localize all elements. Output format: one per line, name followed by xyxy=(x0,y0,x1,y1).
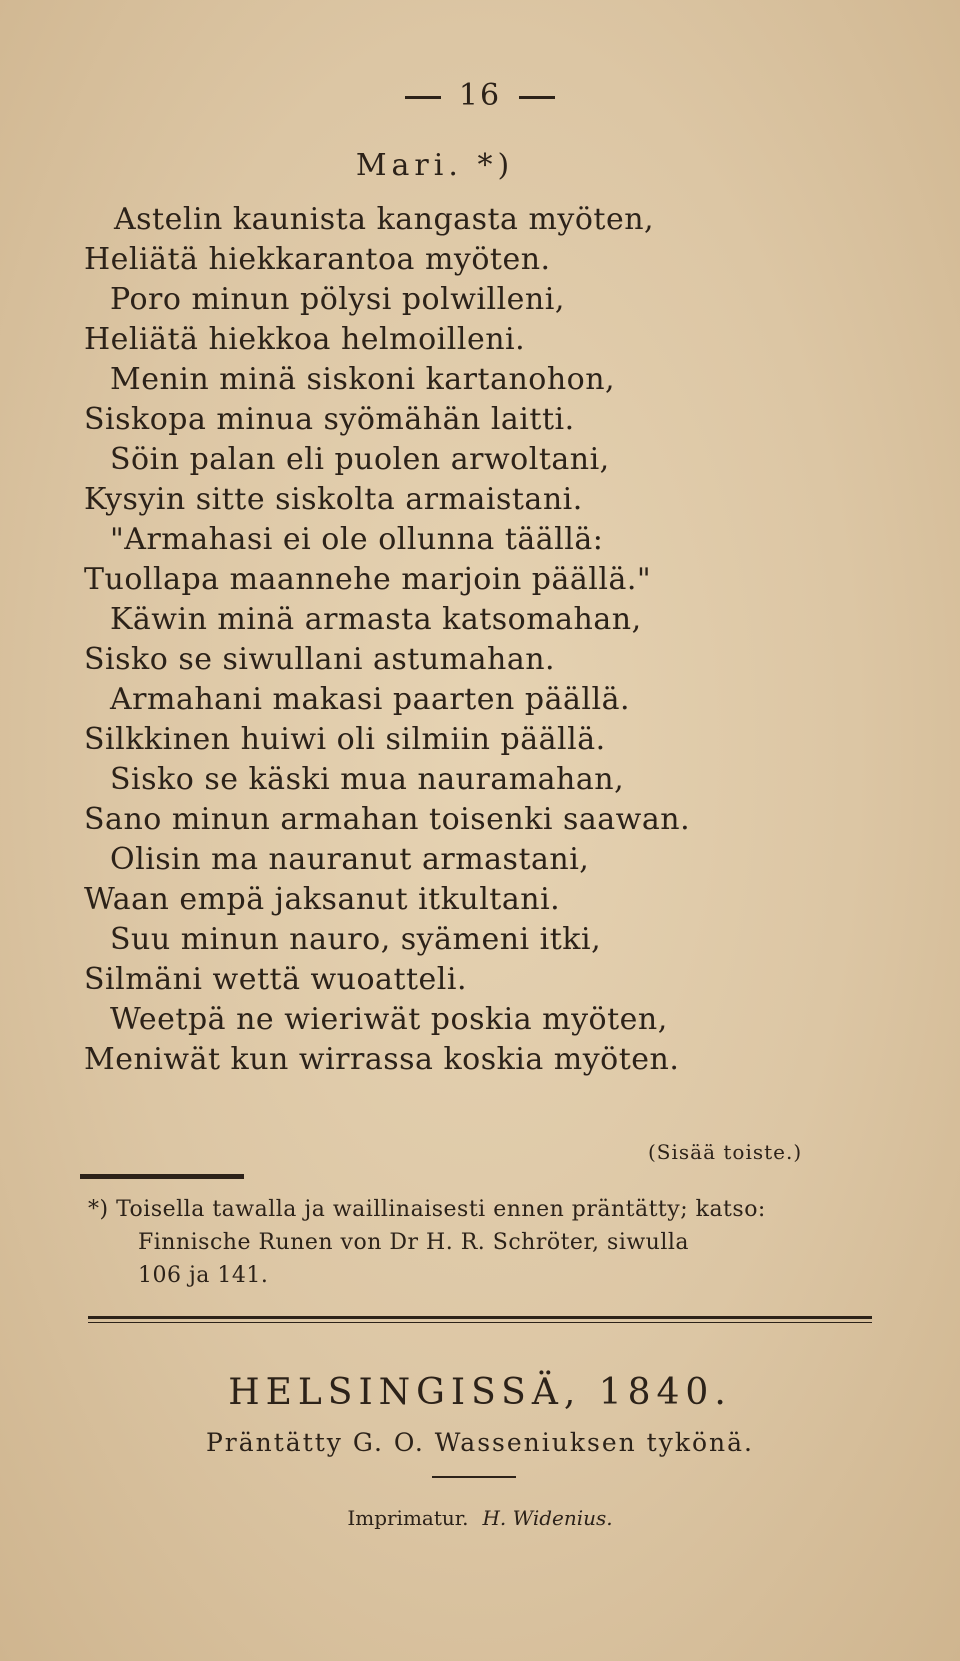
poem-line: Sisko se käski mua nauramahan, xyxy=(110,762,625,797)
poem-line: Waan empä jaksanut itkultani. xyxy=(84,882,561,917)
poem-line: Weetpä ne wieriwät poskia myöten, xyxy=(110,1002,668,1037)
footnote-line: 106 ja 141. xyxy=(138,1263,269,1288)
imprint-rule-thin xyxy=(88,1322,872,1323)
poem-title: Mari. *) xyxy=(355,148,515,183)
footnote-rule xyxy=(80,1174,244,1179)
page-number-dash-right xyxy=(519,96,555,99)
poem-line: Sano minun armahan toisenki saawan. xyxy=(84,802,691,837)
poem-line: Armahani makasi paarten päällä. xyxy=(110,682,630,717)
poem-line: Olisin ma nauranut armastani, xyxy=(110,842,590,877)
imprint-divider xyxy=(432,1476,516,1478)
poem-line: Kysyin sitte siskolta armaistani. xyxy=(84,482,583,517)
poem-line: Tuollapa maannehe marjoin päällä." xyxy=(84,562,652,597)
imprint-city-year: HELSINGISSÄ, 1840. xyxy=(228,1372,732,1413)
poem-line: Heliätä hiekkoa helmoilleni. xyxy=(84,322,526,357)
poem-line: Heliätä hiekkarantoa myöten. xyxy=(84,242,551,277)
imprimatur xyxy=(0,1506,960,1530)
footnote-line: *) Toisella tawalla ja waillinaisesti ennen präntätty; katso: xyxy=(88,1197,766,1222)
poem-line: Silkkinen huiwi oli silmiin päällä. xyxy=(84,722,606,757)
poem-line: Käwin minä armasta katsomahan, xyxy=(110,602,642,637)
poem-line: Poro minun pölysi polwilleni, xyxy=(110,282,565,317)
imprint-rule xyxy=(88,1316,872,1319)
imprimatur-signature: H. Widenius. xyxy=(482,1506,613,1530)
page-number xyxy=(0,78,960,113)
imprimatur-label: Imprimatur. xyxy=(347,1506,469,1530)
poem-line: Meniwät kun wirrassa koskia myöten. xyxy=(84,1042,680,1077)
page-number-dash-left xyxy=(405,96,441,99)
page-number-text: 16 xyxy=(458,78,502,113)
poem-line: Sisko se siwullani astumahan. xyxy=(84,642,556,677)
poem-line: Söin palan eli puolen arwoltani, xyxy=(110,442,610,477)
poem-line: Suu minun nauro, syämeni itki, xyxy=(110,922,602,957)
footnote-line: Finnische Runen von Dr H. R. Schröter, siwulla xyxy=(138,1230,690,1255)
poem-line: "Armahasi ei ole ollunna täällä: xyxy=(110,522,604,557)
poem-line: Astelin kaunista kangasta myöten, xyxy=(114,202,655,237)
source-note: (Sisää toiste.) xyxy=(648,1140,803,1164)
poem-line: Silmäni wettä wuoatteli. xyxy=(84,962,468,997)
poem-line: Menin minä siskoni kartanohon, xyxy=(110,362,616,397)
imprint-printer: Präntätty G. O. Wasseniuksen tykönä. xyxy=(205,1428,754,1457)
poem-line: Siskopa minua syömähän laitti. xyxy=(84,402,575,437)
